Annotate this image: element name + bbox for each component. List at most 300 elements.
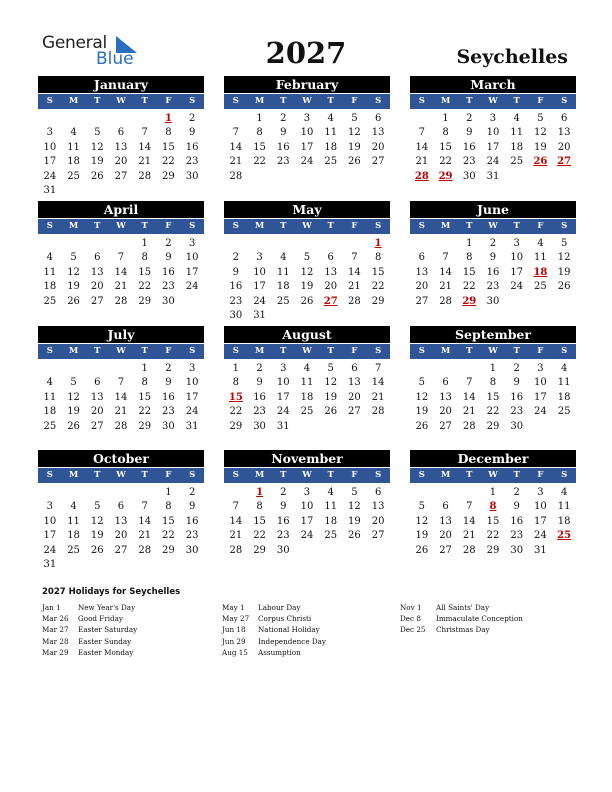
weekday-label: S [375,346,382,356]
day-cell: 12 [348,501,361,513]
weekday-label: S [375,96,382,106]
day-cell: 27 [371,156,385,168]
holiday-item [222,602,326,613]
day-cell: 15 [371,266,385,278]
day-cell: 25 [510,156,524,168]
day-cell: 24 [300,530,314,542]
day-cell: 7 [418,127,426,139]
day-cell: 20 [324,281,338,293]
day-cell: 8 [466,252,473,264]
weekday-label: M [68,470,79,480]
month-title: December [410,450,576,467]
day-cell: 14 [439,266,452,278]
weekday-label: S [46,96,53,106]
day-cell: 26 [300,295,314,307]
day-cell: 10 [43,141,57,153]
day-cell: 21 [138,156,152,168]
weekday-label: S [189,221,196,231]
weekday-label: F [351,346,358,356]
logo-text-general: General [42,33,107,53]
day-cell: 22 [486,406,500,418]
day-cell: 25 [276,295,290,307]
holiday-day-cell: 1 [164,113,172,124]
day-cell: 13 [371,127,385,139]
holiday-date: Jun 18 [222,625,246,635]
day-cell: 8 [141,377,148,389]
holiday-item [222,636,326,647]
weekday-label: M [254,96,265,106]
day-cell: 22 [138,406,152,418]
day-cell: 28 [371,406,385,418]
day-cell: 20 [90,281,104,293]
day-cell: 10 [300,501,314,513]
day-cell: 19 [90,530,104,542]
day-cell: 30 [162,420,175,432]
day-cell: 5 [94,127,101,139]
day-cell: 12 [415,515,429,527]
day-cell: 7 [232,127,240,139]
day-cell: 15 [486,515,500,527]
day-grid [38,486,204,572]
day-cell: 8 [141,252,148,264]
day-cell: 22 [162,156,175,168]
day-cell: 16 [162,266,175,278]
weekday-label: F [537,221,544,231]
holiday-date: Jan 1 [42,603,61,612]
day-cell: 19 [348,515,361,527]
day-cell: 5 [418,501,426,513]
day-cell: 4 [327,113,334,124]
holiday-name: Christmas Day [436,625,490,635]
holiday-date: Dec 8 [400,614,421,624]
day-grid [410,112,576,184]
page-title: 2027 [265,36,347,70]
weekday-label: M [254,346,265,356]
weekday-label: M [68,221,79,231]
weekday-label: W [116,96,126,106]
day-cell: 13 [114,515,128,527]
day-cell: 30 [462,170,476,182]
day-cell: 9 [188,127,196,139]
day-cell: 1 [141,363,148,374]
month-title: July [38,326,204,343]
day-cell: 4 [303,363,311,374]
day-cell: 10 [510,252,524,264]
empty-day [457,362,481,376]
day-cell: 15 [253,515,266,527]
day-cell: 2 [188,487,196,498]
day-cell: 31 [185,420,199,432]
weekday-label: T [94,221,101,231]
day-cell: 16 [185,141,199,153]
weekday-label: W [488,96,498,106]
weekday-header [224,343,390,359]
holiday-date: Mar 26 [42,614,69,624]
day-cell: 19 [415,406,429,418]
day-cell: 4 [70,127,77,139]
weekday-label: W [488,221,498,231]
weekday-label: M [440,221,451,231]
day-cell: 26 [348,156,361,168]
holiday-date: Mar 28 [42,636,69,646]
day-cell: 12 [557,252,571,264]
day-cell: 29 [138,295,152,307]
day-cell: 1 [442,113,449,124]
weekday-label: T [466,470,473,480]
day-cell: 6 [560,113,568,124]
holiday-day-cell: 28 [414,170,429,182]
day-cell: 21 [229,530,243,542]
day-grid [38,112,204,198]
holiday-item [42,624,137,635]
day-cell: 14 [229,141,243,153]
weekday-label: S [418,470,425,480]
weekday-label: M [440,470,451,480]
day-cell: 11 [557,501,571,513]
day-cell: 13 [90,266,104,278]
day-cell: 19 [348,141,361,153]
empty-day [133,112,157,126]
month-title: October [38,450,204,467]
day-cell: 23 [276,156,290,168]
weekday-label: W [116,221,126,231]
day-cell: 17 [486,141,500,153]
empty-day [410,237,434,251]
holiday-item [222,647,326,658]
day-cell: 28 [114,420,128,432]
day-cell: 27 [439,420,452,432]
holiday-item [400,602,523,613]
weekday-label: F [351,96,358,106]
day-cell: 13 [324,266,338,278]
day-cell: 21 [114,281,128,293]
day-cell: 18 [67,156,80,168]
day-cell: 3 [537,363,544,374]
day-cell: 6 [117,127,125,139]
holiday-day-cell: 18 [533,266,548,278]
day-cell: 18 [324,141,338,153]
weekday-header [38,218,204,234]
day-cell: 18 [557,515,571,527]
weekday-label: T [141,96,148,106]
day-cell: 19 [415,530,429,542]
day-cell: 2 [280,487,287,498]
day-cell: 23 [276,530,290,542]
day-cell: 2 [280,113,287,124]
holiday-name: Labour Day [258,603,301,612]
day-cell: 24 [185,281,199,293]
empty-day [85,112,109,126]
day-cell: 5 [351,487,358,498]
day-cell: 20 [371,141,385,153]
weekday-label: T [280,346,287,356]
weekday-label: F [351,470,358,480]
empty-day [109,112,133,126]
day-cell: 6 [442,501,449,513]
day-cell: 2 [188,113,196,124]
day-cell: 13 [114,141,128,153]
empty-day [109,237,133,251]
month-title: March [410,76,576,93]
day-grid [224,112,390,184]
weekday-label: S [46,346,53,356]
weekday-label: F [351,221,358,231]
day-cell: 5 [327,363,334,374]
day-cell: 25 [67,544,80,556]
weekday-label: F [537,470,544,480]
day-cell: 7 [466,501,473,513]
day-cell: 13 [371,501,385,513]
holiday-date: Nov 1 [400,603,422,612]
day-cell: 19 [67,281,80,293]
empty-day [62,362,86,376]
day-cell: 22 [486,530,500,542]
weekday-label: T [141,470,148,480]
day-cell: 11 [534,252,547,264]
day-cell: 14 [138,515,152,527]
day-cell: 9 [280,501,287,513]
weekday-label: T [513,346,520,356]
weekday-label: S [561,96,568,106]
day-grid [410,362,576,434]
day-cell: 17 [300,141,314,153]
day-cell: 14 [415,141,429,153]
day-cell: 3 [537,487,544,498]
day-cell: 15 [253,141,266,153]
day-cell: 29 [162,544,175,556]
day-cell: 1 [232,363,240,374]
holiday-day-cell: 15 [228,391,243,403]
day-cell: 28 [462,420,476,432]
day-cell: 14 [348,266,361,278]
day-cell: 7 [117,252,125,264]
day-cell: 19 [300,281,314,293]
day-cell: 24 [276,406,290,418]
day-cell: 20 [90,406,104,418]
weekday-label: S [189,346,196,356]
day-cell: 25 [534,281,547,293]
day-cell: 3 [513,238,520,249]
empty-day [410,112,434,126]
day-cell: 15 [486,391,500,403]
month-april [38,201,204,309]
day-cell: 30 [185,544,199,556]
day-cell: 8 [489,377,497,389]
holiday-day-cell: 26 [533,156,548,168]
day-cell: 26 [415,420,429,432]
day-cell: 26 [90,544,104,556]
weekday-label: S [189,470,196,480]
day-cell: 27 [415,295,429,307]
day-cell: 14 [138,141,152,153]
month-december [410,450,576,558]
day-cell: 16 [486,266,500,278]
day-grid [38,237,204,309]
weekday-label: S [189,96,196,106]
weekday-label: S [561,221,568,231]
day-cell: 27 [114,170,128,182]
day-cell: 29 [162,170,175,182]
weekday-label: W [488,470,498,480]
day-cell: 16 [510,391,524,403]
day-cell: 11 [276,266,290,278]
day-cell: 17 [276,391,290,403]
weekday-label: S [46,470,53,480]
day-cell: 3 [46,127,54,139]
day-cell: 25 [43,295,57,307]
empty-day [133,486,157,500]
day-cell: 23 [510,530,524,542]
day-cell: 29 [253,544,266,556]
holiday-item [42,613,137,624]
day-cell: 30 [229,309,243,321]
day-cell: 12 [90,141,104,153]
day-cell: 23 [185,530,199,542]
holiday-name: Good Friday [78,614,123,624]
month-september [410,326,576,434]
day-cell: 31 [43,184,57,196]
day-cell: 11 [510,127,524,139]
day-cell: 2 [489,238,497,249]
month-june [410,201,576,309]
day-cell: 5 [303,252,311,264]
weekday-label: S [232,221,239,231]
day-cell: 9 [256,377,263,389]
day-cell: 31 [276,420,290,432]
day-cell: 6 [327,252,334,264]
day-cell: 6 [374,113,382,124]
empty-day [319,237,343,251]
weekday-label: F [165,470,172,480]
day-cell: 21 [462,406,476,418]
day-cell: 1 [489,487,497,498]
day-grid [410,237,576,309]
empty-day [38,486,62,500]
day-cell: 10 [300,127,314,139]
empty-day [38,362,62,376]
day-cell: 24 [510,281,524,293]
weekday-label: T [327,221,334,231]
day-cell: 16 [276,141,290,153]
day-cell: 24 [534,530,547,542]
month-title: April [38,201,204,218]
day-cell: 7 [374,363,382,374]
day-cell: 11 [324,127,338,139]
day-cell: 17 [185,266,199,278]
holiday-item [42,636,137,647]
empty-day [410,486,434,500]
day-cell: 29 [138,420,152,432]
day-cell: 5 [94,501,101,513]
day-cell: 28 [348,295,361,307]
month-title: May [224,201,390,218]
day-cell: 17 [534,391,547,403]
day-cell: 2 [165,238,172,249]
weekday-label: T [280,221,287,231]
day-cell: 4 [513,113,520,124]
weekday-label: T [327,346,334,356]
day-cell: 15 [162,515,175,527]
day-cell: 22 [439,156,452,168]
country-name: Seychelles [456,46,568,68]
holiday-date: Aug 15 [222,647,248,657]
day-cell: 5 [418,377,426,389]
day-cell: 28 [138,544,152,556]
empty-day [109,362,133,376]
weekday-header [38,343,204,359]
day-cell: 5 [70,252,77,264]
day-cell: 4 [560,487,568,498]
day-cell: 18 [510,141,524,153]
day-cell: 23 [486,281,500,293]
empty-day [85,362,109,376]
empty-day [248,237,272,251]
day-cell: 14 [462,515,476,527]
month-october [38,450,204,572]
day-cell: 20 [371,515,385,527]
weekday-header [38,467,204,483]
day-cell: 17 [43,156,57,168]
holiday-item [42,602,137,613]
day-cell: 18 [43,281,57,293]
day-cell: 21 [114,406,128,418]
day-cell: 15 [162,141,175,153]
empty-day [62,486,86,500]
day-cell: 16 [510,515,524,527]
day-cell: 26 [557,281,571,293]
day-cell: 27 [90,295,104,307]
day-cell: 28 [138,170,152,182]
month-title: August [224,326,390,343]
page-header [0,0,612,75]
day-cell: 12 [324,377,338,389]
day-cell: 16 [276,515,290,527]
month-august [224,326,390,434]
holiday-name: All Saints' Day [436,603,490,612]
day-cell: 3 [46,501,54,513]
holiday-day-cell: 27 [323,295,338,307]
weekday-label: S [418,346,425,356]
day-grid [224,362,390,434]
weekday-label: S [232,96,239,106]
day-cell: 4 [327,487,334,498]
day-cell: 4 [70,501,77,513]
day-cell: 20 [114,156,128,168]
day-cell: 12 [534,127,547,139]
day-cell: 6 [94,252,101,264]
day-cell: 23 [185,156,199,168]
weekday-label: W [302,221,312,231]
month-title: November [224,450,390,467]
day-cell: 3 [280,363,287,374]
day-cell: 3 [188,363,196,374]
day-cell: 6 [418,252,426,264]
holiday-name: Easter Monday [78,647,134,657]
empty-day [434,237,458,251]
day-cell: 20 [557,141,571,153]
day-cell: 30 [510,544,524,556]
weekday-header [410,343,576,359]
day-cell: 25 [324,530,338,542]
empty-day [434,362,458,376]
day-cell: 24 [185,406,199,418]
holiday-day-cell: 25 [557,530,572,542]
day-cell: 9 [489,252,497,264]
empty-day [224,112,248,126]
day-cell: 13 [90,391,104,403]
day-cell: 6 [374,487,382,498]
empty-day [38,112,62,126]
